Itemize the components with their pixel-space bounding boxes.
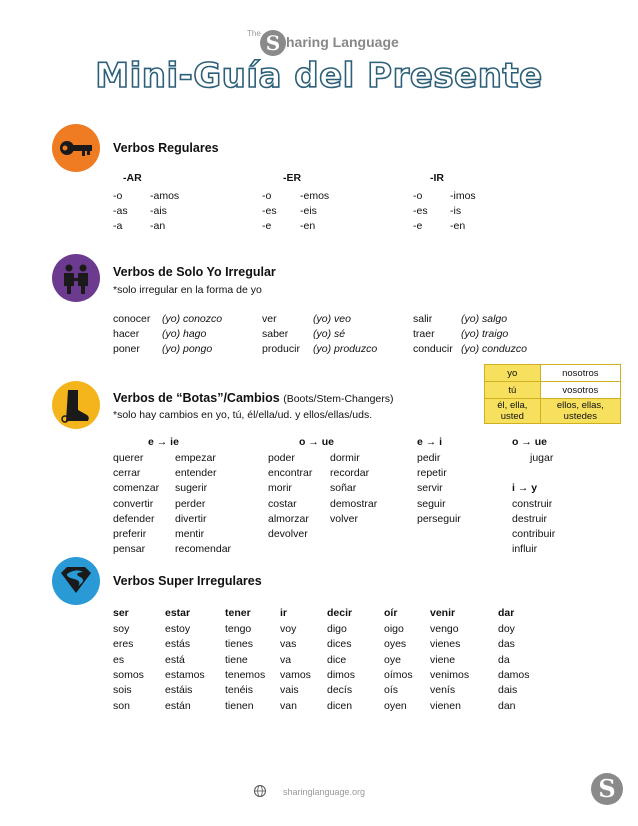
verb-yo-form: (yo) veo — [313, 313, 351, 325]
verb-infinitive: conducir — [413, 343, 453, 355]
super-verb-form: oyes — [384, 638, 407, 651]
super-verb-form: está — [165, 653, 185, 666]
super-verb-form: digo — [327, 623, 347, 635]
stem-verb: recomendar — [175, 543, 232, 556]
ending-plural: -emos — [300, 190, 330, 202]
globe-icon — [253, 784, 267, 798]
stem-verb: repetir — [417, 467, 447, 480]
super-verb-header: dar — [498, 607, 515, 619]
super-verb-form: doy — [498, 623, 515, 635]
super-verb-form: oímos — [384, 668, 413, 681]
stem-verb: influir — [512, 543, 538, 556]
logo-the: The — [247, 29, 261, 38]
ending-singular: -o — [262, 190, 272, 202]
ending-singular: -e — [262, 220, 272, 232]
stem-verb: sugerir — [175, 482, 208, 495]
super-verb-form: tengo — [225, 623, 252, 635]
super-verb-form: vengo — [430, 623, 459, 635]
super-verb-form: dicen — [327, 699, 353, 712]
verb-yo-form: (yo) produzco — [313, 343, 378, 355]
head-e-i: e → i — [417, 436, 443, 448]
super-verb-form: sois — [113, 684, 132, 697]
head-i-y: i → y — [512, 482, 538, 494]
super-verb-header: decir — [327, 607, 353, 619]
pronoun-cell: vosotros — [540, 382, 620, 399]
stem-verb: almorzar — [268, 512, 309, 525]
stem-verb: morir — [268, 482, 292, 495]
ending-singular: -e — [413, 220, 423, 232]
ending-singular: -o — [113, 190, 123, 202]
stem-verb: pedir — [417, 452, 441, 464]
stem-verb: perder — [175, 497, 206, 510]
stem-verb: destruir — [512, 512, 548, 525]
stem-verb: devolver — [268, 528, 308, 540]
stem-verb: servir — [417, 482, 443, 495]
ending-singular: -es — [262, 205, 277, 217]
ending-singular: -a — [113, 220, 123, 232]
pronoun-cell: tú — [485, 382, 541, 399]
verb-yo-form: (yo) hago — [162, 328, 207, 340]
section-regulares-title: Verbos Regulares — [113, 141, 219, 155]
stem-verb: demostrar — [330, 497, 378, 510]
super-verb-header: ir — [280, 607, 288, 619]
head-o-ue-jugar: o → ue — [512, 436, 548, 448]
section-botas-title — [113, 391, 394, 405]
super-verb-form: oigo — [384, 623, 404, 635]
stem-verb: empezar — [175, 452, 216, 464]
pronoun-cell: ellos, ellas, ustedes — [540, 399, 620, 424]
super-verb-form: dimos — [327, 668, 356, 681]
super-verb-header: tener — [225, 607, 251, 619]
footer-url[interactable]: sharinglanguage.org — [283, 787, 366, 797]
head-e-ie: e → ie — [148, 436, 179, 448]
super-verb-form: tenéis — [225, 684, 254, 697]
stem-verb: convertir — [113, 497, 154, 510]
verb-yo-form: (yo) salgo — [461, 313, 508, 325]
super-verb-form: oyen — [384, 699, 407, 712]
ending-plural: -eis — [300, 205, 317, 217]
logo-s-icon: S — [260, 30, 286, 56]
ending-plural: -imos — [450, 190, 476, 202]
ending-plural: -en — [300, 220, 316, 232]
super-verb-form: tiene — [225, 653, 248, 666]
stem-verb: pensar — [113, 543, 146, 556]
super-verb-form: vienen — [430, 699, 461, 712]
stem-verb: querer — [113, 452, 144, 464]
super-verb-form: va — [280, 653, 292, 666]
super-verb-form: venís — [430, 684, 456, 697]
stem-verb: seguir — [417, 497, 446, 510]
ending-singular: -es — [413, 205, 428, 217]
verb-yo-form: (yo) conozco — [162, 313, 223, 325]
stem-verb: defender — [113, 512, 155, 525]
super-verb-form: dan — [498, 699, 516, 712]
verb-infinitive: conocer — [113, 313, 151, 325]
super-verb-form: eres — [113, 638, 134, 651]
super-verb-form: tienen — [225, 699, 254, 712]
super-verb-form: oís — [384, 684, 399, 697]
stem-verb: recordar — [330, 467, 370, 480]
verb-yo-form: (yo) conduzco — [461, 343, 527, 355]
verb-infinitive: hacer — [113, 328, 140, 340]
verb-infinitive: traer — [413, 328, 435, 340]
stem-verb: comenzar — [113, 482, 160, 495]
super-verb-header: estar — [165, 607, 191, 619]
super-verb-form: voy — [280, 623, 297, 635]
verb-infinitive: poner — [113, 343, 140, 355]
super-verb-form: dice — [327, 653, 347, 666]
ending-group-head: -IR — [430, 172, 444, 184]
stem-verb: contribuir — [512, 528, 556, 540]
pronoun-chart — [484, 364, 621, 424]
ending-group-head: -ER — [283, 172, 302, 184]
pronoun-cell: yo — [485, 365, 541, 382]
pronoun-cell: él, ella, usted — [485, 399, 541, 424]
super-verb-form: vas — [280, 638, 297, 651]
verb-yo-form: (yo) traigo — [461, 328, 509, 340]
section-botas-note: (Boots/Stem-Changers) — [283, 393, 394, 405]
super-verb-header: venir — [430, 607, 456, 619]
super-verb-form: viene — [430, 653, 456, 666]
boot-icon — [52, 381, 100, 429]
verb-yo-form: (yo) sé — [313, 328, 346, 340]
ending-plural: -amos — [150, 190, 180, 202]
super-verb-form: somos — [113, 668, 144, 681]
verb-infinitive: salir — [413, 313, 433, 325]
super-verb-form: oye — [384, 653, 401, 666]
stem-verb: volver — [330, 512, 359, 525]
super-verb-form: estoy — [165, 623, 191, 635]
stem-verb: entender — [175, 467, 217, 480]
super-verb-form: dais — [498, 684, 518, 697]
ending-singular: -as — [113, 205, 128, 217]
stem-verb: soñar — [330, 482, 357, 495]
verb-infinitive: saber — [262, 328, 289, 340]
people-icon — [52, 254, 100, 302]
ending-group-head: -AR — [123, 172, 142, 184]
verb-infinitive: producir — [262, 343, 300, 355]
super-verb-header: ser — [113, 607, 129, 619]
footer-logo-icon: S — [591, 773, 623, 805]
super-verb-form: venimos — [430, 668, 470, 681]
stem-verb: construir — [512, 497, 553, 510]
super-verb-form: van — [280, 699, 297, 712]
stem-verb: dormir — [330, 452, 360, 464]
key-icon — [52, 124, 100, 172]
section-botas-subtitle: *solo hay cambios en yo, tú, él/ella/ud. y ellos/ellas/uds. — [113, 409, 373, 421]
stem-verb: cerrar — [113, 467, 141, 480]
super-verb-form: tienes — [225, 638, 254, 651]
super-verb-form: dices — [327, 638, 352, 651]
super-verb-form: estás — [165, 638, 191, 651]
pronoun-cell: nosotros — [540, 365, 620, 382]
ending-plural: -is — [450, 205, 462, 217]
super-verb-form: vienes — [430, 638, 461, 651]
section-yo-subtitle: *solo irregular en la forma de yo — [113, 284, 262, 296]
super-verb-form: estáis — [165, 684, 193, 697]
ending-plural: -ais — [150, 205, 167, 217]
super-verb-form: das — [498, 638, 515, 651]
section-yo-title: Verbos de Solo Yo Irregular — [113, 265, 276, 279]
super-verb-form: decís — [327, 684, 353, 697]
super-verb-form: vais — [280, 684, 299, 697]
stem-verb: encontrar — [268, 467, 313, 480]
verb-infinitive: ver — [262, 313, 277, 325]
logo-text: haring Language — [286, 34, 399, 50]
stem-verb: mentir — [175, 528, 205, 540]
super-verb-form: estamos — [165, 668, 205, 681]
super-verb-form: están — [165, 699, 191, 712]
ending-plural: -en — [450, 220, 466, 232]
head-o-ue: o → ue — [299, 436, 335, 448]
ending-plural: -an — [150, 220, 166, 232]
super-verb-form: tenemos — [225, 668, 266, 681]
verb-yo-form: (yo) pongo — [162, 343, 213, 355]
stem-verb: jugar — [530, 452, 554, 464]
page-title: Mini-Guía del Presente — [95, 56, 543, 96]
super-verb-form: damos — [498, 668, 530, 681]
super-verb-header: oír — [384, 607, 398, 619]
super-verb-form: vamos — [280, 668, 311, 681]
stem-verb: poder — [268, 452, 295, 464]
super-verb-form: soy — [113, 623, 130, 635]
stem-verb: divertir — [175, 512, 207, 525]
stem-verb: perseguir — [417, 512, 461, 525]
ending-singular: -o — [413, 190, 423, 202]
super-verb-form: son — [113, 699, 130, 712]
superman-icon — [52, 557, 100, 605]
section-botas-title-text: Verbos de “Botas”/Cambios — [113, 391, 280, 405]
stem-verb: costar — [268, 497, 297, 510]
section-super-title: Verbos Super Irregulares — [113, 574, 262, 588]
super-verb-form: da — [498, 653, 510, 666]
super-verb-form: es — [113, 653, 125, 666]
stem-verb: preferir — [113, 528, 147, 540]
